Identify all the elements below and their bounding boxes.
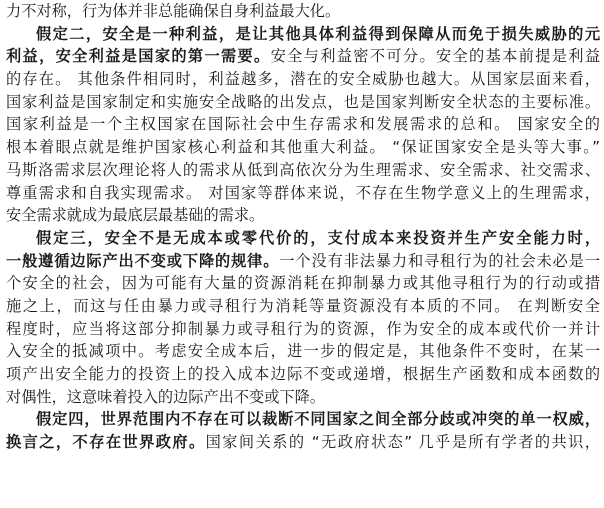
bold-text-span: 假定二，安全是一种利益，是让其他具体利益得到保障从而免于损失威胁的元 bbox=[36, 24, 600, 43]
text-span: 国家利益是一个主权国家在国际社会中生存需求和发展需求的总和。 国家安全的 bbox=[6, 115, 600, 134]
text-span: 对偶性，这意味着投入的边际产出不变或下降。 bbox=[6, 387, 325, 406]
text-line bbox=[6, 136, 600, 159]
text-line bbox=[6, 408, 600, 431]
text-line bbox=[6, 340, 600, 363]
text-span: 国家利益是国家制定和实施安全战略的出发点，也是国家判断安全状态的主要标准。 bbox=[6, 92, 600, 111]
text-span: 一个没有非法暴力和寻租行为的社会未必是一 bbox=[279, 251, 600, 270]
text-line bbox=[6, 318, 600, 341]
text-line bbox=[6, 272, 600, 295]
text-line bbox=[6, 113, 600, 136]
text-span: 项产出安全能力的投资上的投入成本边际不变或递增，根据生产函数和成本函数的 bbox=[6, 365, 600, 383]
text-span: 的存在。 其他条件相同时，利益越多，潜在的安全威胁也越大。从国家层面来看， bbox=[6, 70, 600, 89]
text-line bbox=[6, 204, 600, 227]
bold-text-span: 利益，安全利益是国家的第一需要。 bbox=[6, 47, 271, 66]
text-line bbox=[6, 250, 600, 273]
bold-text-span: 假定四，世界范围内不存在可以裁断不同国家之间全部分歧或冲突的单一权威， bbox=[36, 410, 600, 429]
text-line bbox=[6, 91, 600, 114]
bold-text-span: 换言之，不存在世界政府。 bbox=[6, 433, 206, 452]
text-line bbox=[6, 23, 600, 46]
text-span: 安全与利益密不可分。安全的基本前提是利益 bbox=[270, 47, 600, 66]
text-span: 入安全的抵减项中。考虑安全成本后，进一步的假定是，其他条件不变时，在某一 bbox=[6, 342, 600, 361]
text-line bbox=[6, 45, 600, 68]
text-span: 力不对称，行为体并非总能确保自身利益最大化。 bbox=[6, 2, 341, 20]
text-span: 个安全的社会，因为可能有大量的资源消耗在抑制暴力或其他寻租行为的行动或措 bbox=[6, 274, 600, 293]
bold-text-span: 一般遵循边际产出不变或下降的规律。 bbox=[6, 251, 280, 270]
text-span: 程度时，应当将这部分抑制暴力或寻租行为的资源，作为安全的成本或代价一并计 bbox=[6, 319, 600, 338]
text-span: 施之上，而这与任由暴力或寻租行为消耗等量资源没有本质的不同。 在判断安全 bbox=[6, 296, 600, 315]
text-line bbox=[6, 159, 600, 182]
text-line bbox=[6, 0, 600, 23]
text-line bbox=[6, 363, 600, 386]
text-line bbox=[6, 431, 600, 454]
text-line bbox=[6, 68, 600, 91]
bold-text-span: 假定三，安全不是无成本或零代价的，支付成本来投资并生产安全能力时， bbox=[36, 228, 600, 247]
text-span: 安全需求就成为最底层最基础的需求。 bbox=[6, 206, 265, 225]
text-line bbox=[6, 227, 600, 250]
text-line bbox=[6, 182, 600, 205]
text-span: 国家间关系的 “无政府状态” 几乎是所有学者的共识， bbox=[205, 433, 600, 452]
text-span: 马斯洛需求层次理论将人的需求从低到高依次分为生理需求、安全需求、社交需求、 bbox=[6, 160, 600, 179]
text-span: 根本着眼点就是维护国家核心利益和其他重大利益。 “保证国家安全是头等大事。” bbox=[6, 138, 600, 157]
text-span: 尊重需求和自我实现需求。 对国家等群体来说，不存在生物学意义上的生理需求， bbox=[6, 183, 600, 202]
text-line bbox=[6, 295, 600, 318]
document-page bbox=[6, 0, 600, 454]
text-line bbox=[6, 386, 600, 409]
